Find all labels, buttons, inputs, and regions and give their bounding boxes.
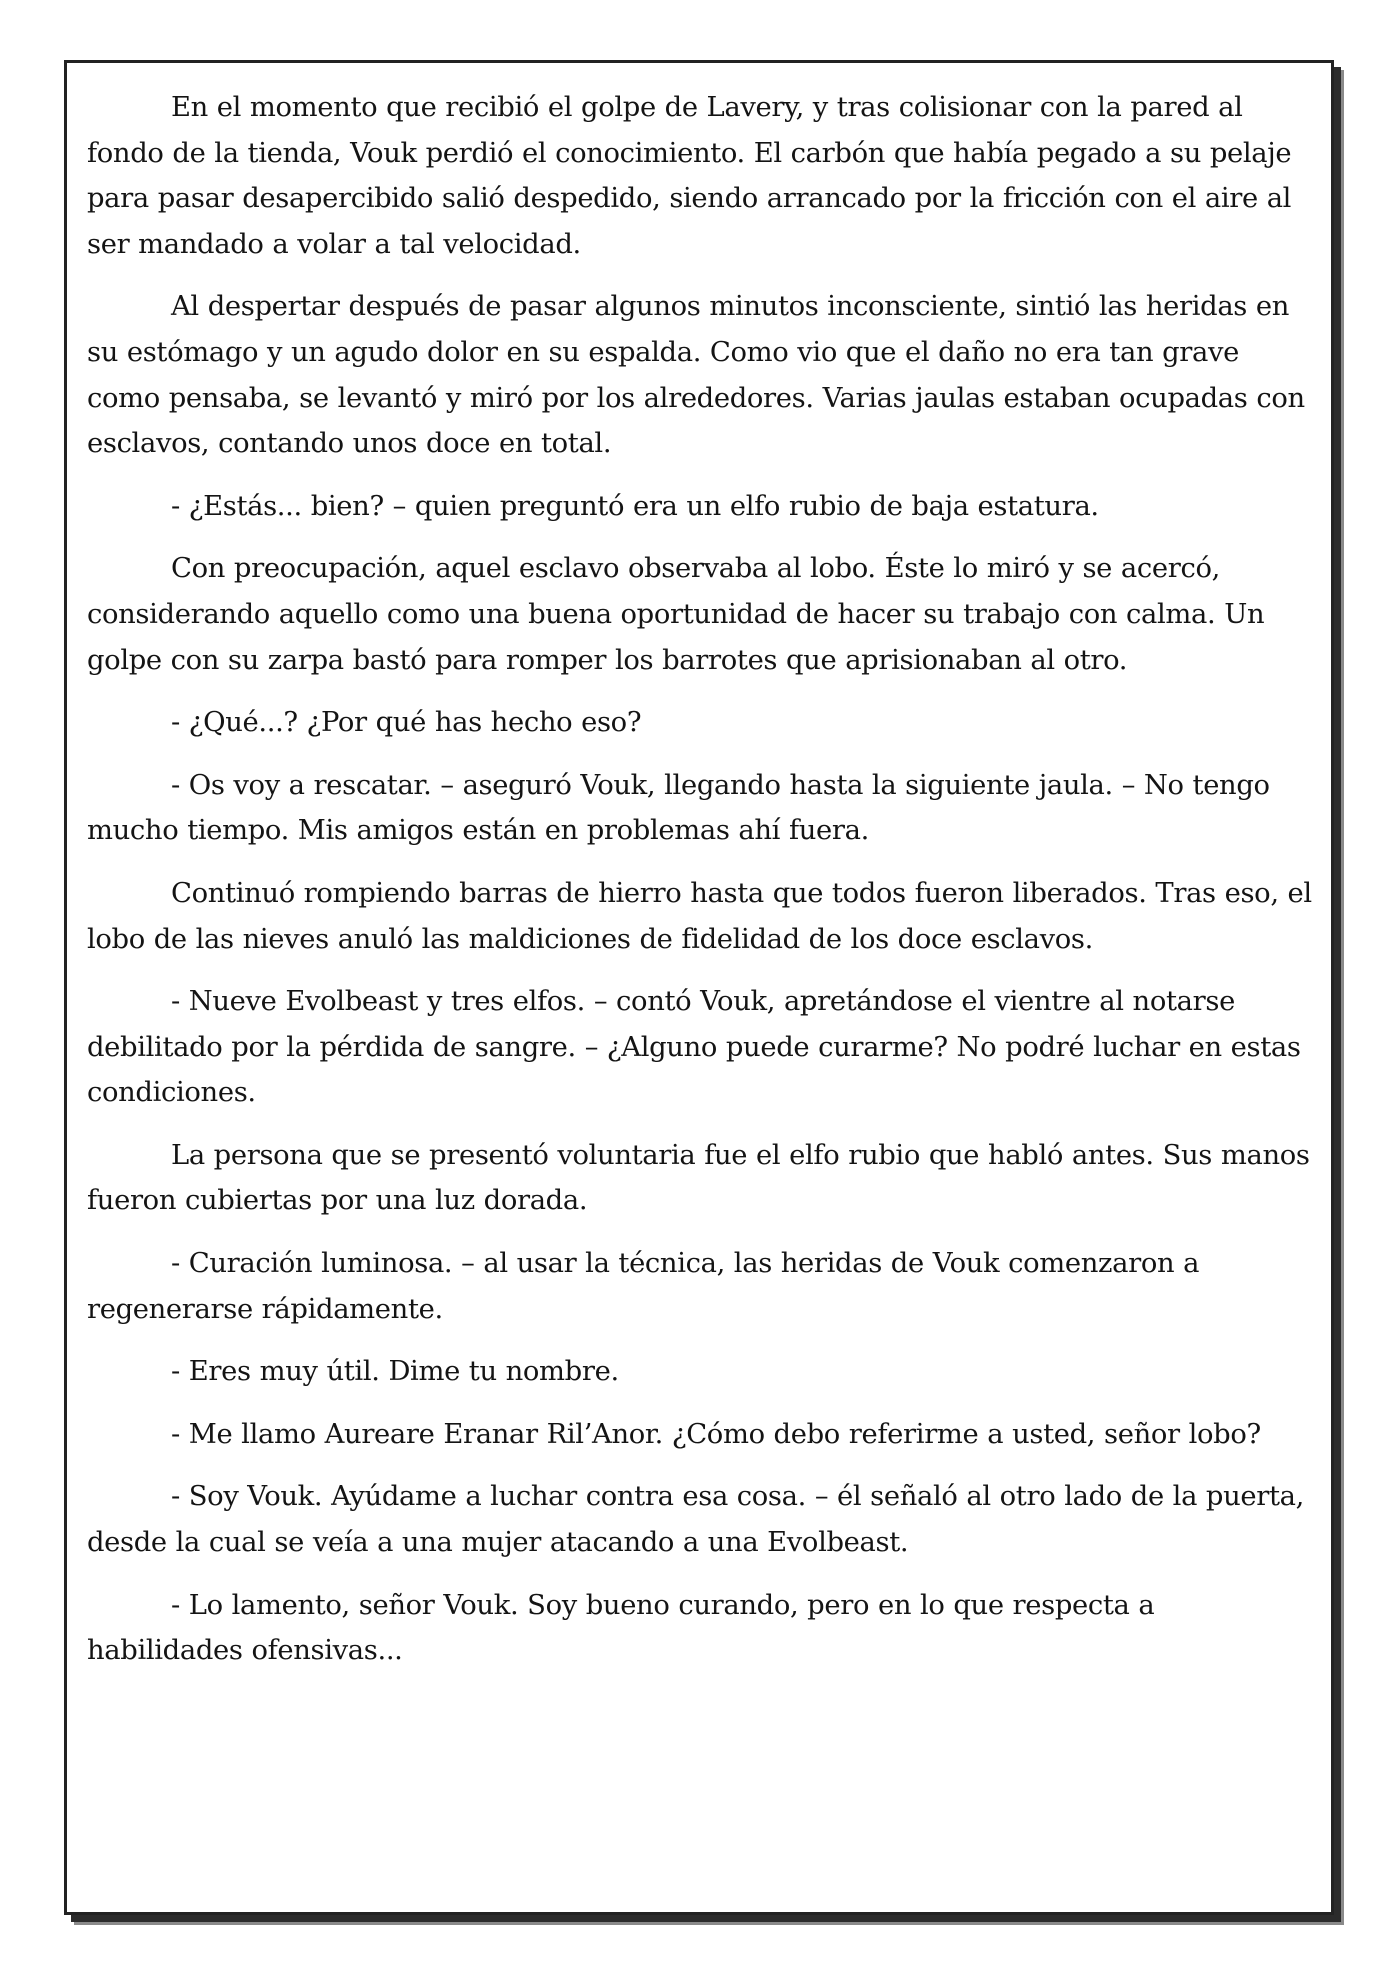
paragraph: - Nueve Evolbeast y tres elfos. – contó Vouk, apretándose el vientre al notarse debilitado por la pérdida de sangre. – ¿Alguno puede curarme? No podré luchar en estas condiciones. (87, 986, 1301, 1109)
paragraph: - ¿Estás... bien? – quien preguntó era un elfo rubio de baja estatura. (171, 490, 1099, 522)
paragraph: Con preocupación, aquel esclavo observaba al lobo. Éste lo miró y se acercó, considerando aquello como una buena oportunidad de hacer su trabajo con calma. Un golpe con su zarpa bastó para romper los barrotes que aprisionaban al otro. (87, 553, 1265, 676)
paragraph: - Me llamo Aureare Eranar Ril’Anor. ¿Cómo debo referirme a usted, señor lobo? (171, 1418, 1261, 1450)
document-body (87, 85, 1315, 1691)
paragraph: - Os voy a rescatar. – aseguró Vouk, llegando hasta la siguiente jaula. – No tengo mucho tiempo. Mis amigos están en problemas ahí fuera. (87, 769, 1270, 847)
paragraph: - Soy Vouk. Ayúdame a luchar contra esa cosa. – él señaló al otro lado de la puerta, desde la cual se veía a una mujer atacando a una Evolbeast. (87, 1481, 1304, 1559)
paragraph: En el momento que recibió el golpe de Lavery, y tras colisionar con la pared al fondo de la tienda, Vouk perdió el conocimiento. El carbón que había pegado a su pelaje para pasar desapercibido salió despedido, siendo arrancado por la fricción con el aire al ser mandado a volar a tal velocidad. (87, 92, 1292, 260)
page-frame (64, 60, 1334, 1915)
paragraph: La persona que se presentó voluntaria fue el elfo rubio que habló antes. Sus manos fueron cubiertas por una luz dorada. (87, 1139, 1310, 1217)
paragraph: - ¿Qué...? ¿Por qué has hecho eso? (171, 707, 642, 739)
paragraph: - Curación luminosa. – al usar la técnica, las heridas de Vouk comenzaron a regenerarse rápidamente. (87, 1248, 1200, 1325)
paragraph: - Eres muy útil. Dime tu nombre. (171, 1356, 619, 1388)
paragraph: Continuó rompiendo barras de hierro hasta que todos fueron liberados. Tras eso, el lobo de las nieves anuló las maldiciones de fidelidad de los doce esclavos. (87, 877, 1312, 955)
paragraph: Al despertar después de pasar algunos minutos inconsciente, sintió las heridas en su estómago y un agudo dolor en su espalda. Como vio que el daño no era tan grave como pensaba, se levantó y miró por los alrededores. Varias jaulas estaban ocupadas con esclavos, contando unos doce en total. (87, 291, 1305, 460)
paragraph: - Lo lamento, señor Vouk. Soy bueno curando, pero en lo que respecta a habilidades ofensivas... (87, 1589, 1155, 1667)
